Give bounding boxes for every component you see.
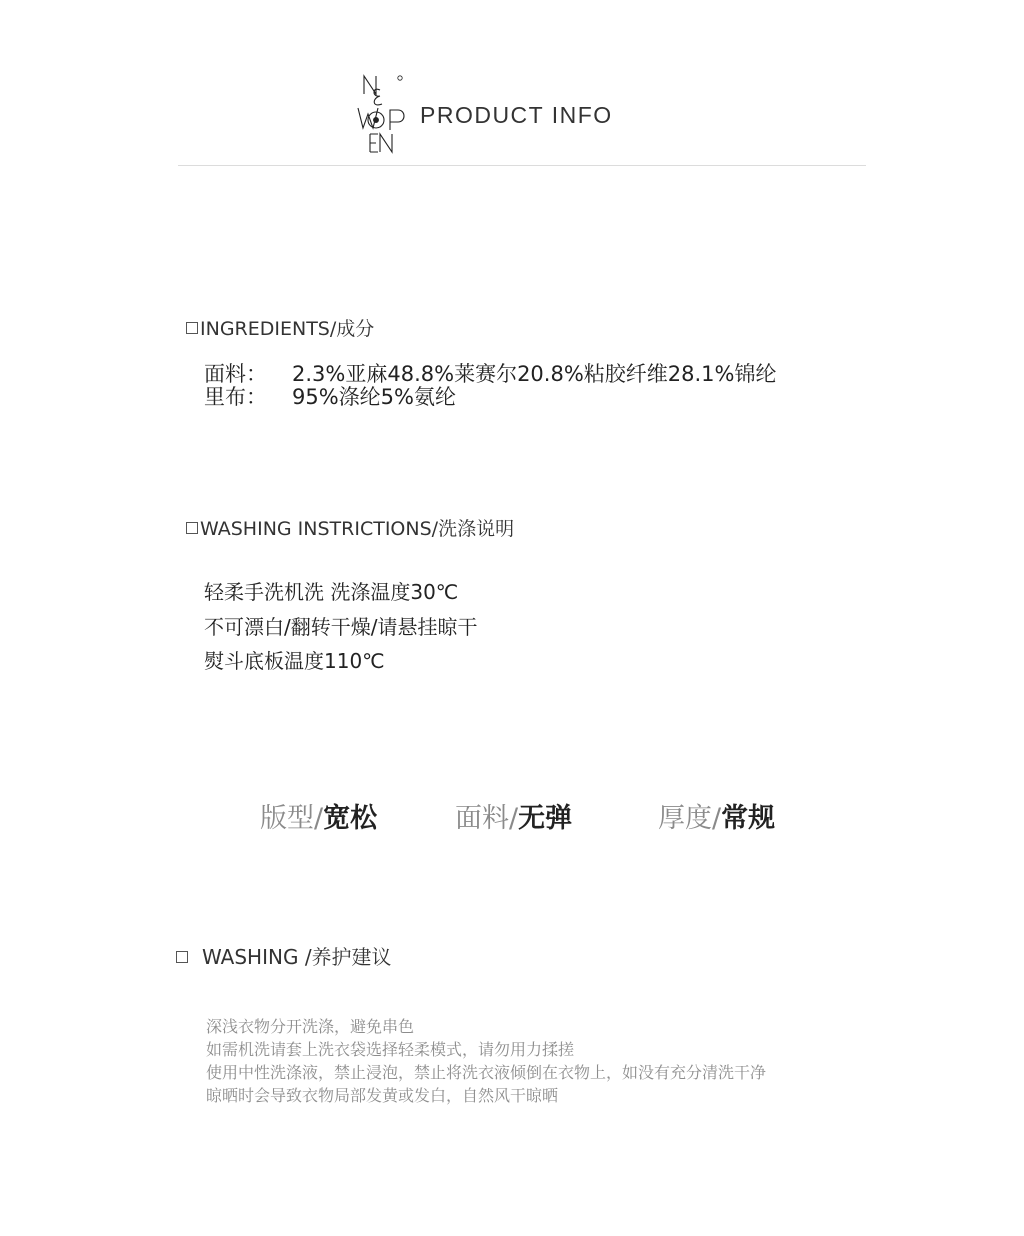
attribute-key: 版型/	[260, 803, 324, 834]
ingredient-row	[204, 381, 456, 411]
care-line: 晾晒时会导致衣物局部发黄或发白，自然风干晾晒	[206, 1086, 559, 1105]
checkbox-icon	[176, 951, 188, 963]
attribute-key: 面料/	[455, 803, 519, 834]
ingredient-label: 面料：	[204, 362, 267, 386]
care-heading	[176, 941, 392, 970]
attribute-fit	[260, 796, 377, 835]
attribute-thickness	[658, 796, 775, 835]
care-line: 深浅衣物分开洗涤，避免串色	[206, 1017, 415, 1036]
washing-instruction-line: 不可漂白/翻转干燥/请悬挂晾干	[204, 615, 478, 639]
checkbox-icon	[186, 522, 198, 534]
attribute-value: 宽松	[323, 803, 378, 834]
washing-instructions-heading-text: WASHING INSTRICTIONS/洗涤说明	[200, 518, 515, 540]
care-heading-text: WASHING /养护建议	[202, 945, 392, 969]
ingredients-heading-text: INGREDIENTS/成分	[200, 318, 375, 340]
attribute-stretch	[455, 796, 572, 835]
ingredient-value: 2.3%亚麻48.8%莱赛尔20.8%粘胶纤维28.1%锦纶	[292, 362, 777, 386]
care-line: 使用中性洗涤液，禁止浸泡，禁止将洗衣液倾倒在衣物上，如没有充分清洗干净	[206, 1063, 767, 1082]
washing-instruction-line: 轻柔手洗机洗 洗涤温度30℃	[204, 580, 459, 604]
attribute-value: 无弹	[518, 803, 573, 834]
ingredients-heading	[186, 314, 374, 341]
washing-instruction-line: 熨斗底板温度110℃	[204, 649, 385, 673]
attribute-value: 常规	[721, 803, 776, 834]
attribute-key: 厚度/	[658, 803, 722, 834]
care-line: 如需机洗请套上洗衣袋选择轻柔模式，请勿用力揉搓	[206, 1040, 575, 1059]
page-title: PRODUCT INFO	[420, 102, 613, 128]
washing-instructions-heading	[186, 514, 514, 541]
ingredient-label: 里布：	[204, 385, 267, 409]
ingredient-value: 95%涤纶5%氨纶	[292, 385, 456, 409]
header-divider	[178, 165, 866, 166]
brand-logo	[356, 72, 412, 158]
checkbox-icon	[186, 322, 198, 334]
